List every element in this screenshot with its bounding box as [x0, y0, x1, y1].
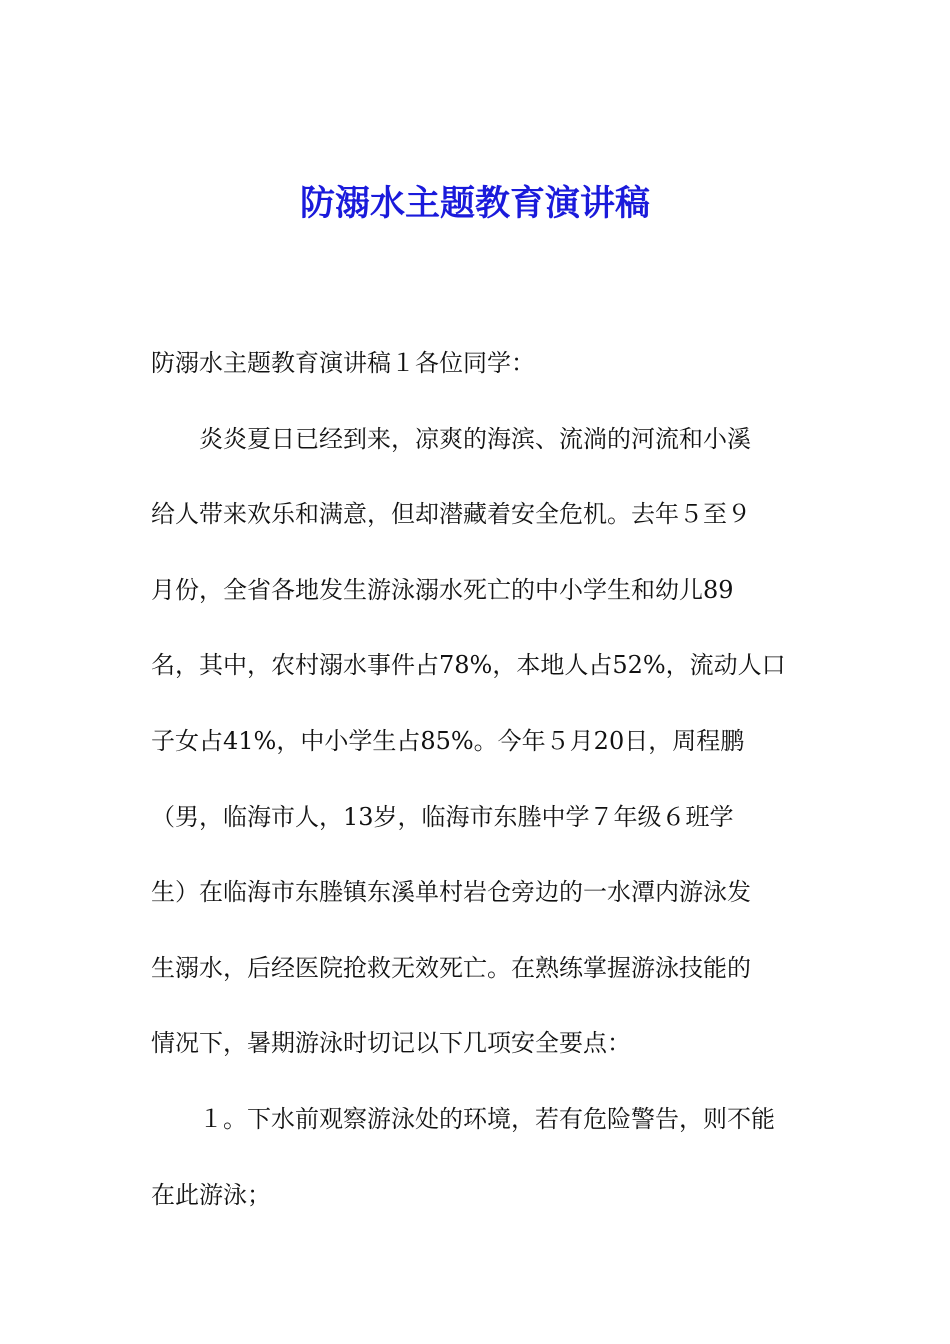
text-line: 炎炎夏日已经到来，凉爽的海滨、流淌的河流和小溪 [199, 424, 751, 453]
text-line: 给人带来欢乐和满意，但却潜藏着安全危机。去年５至９ [151, 500, 751, 529]
text-line: 子女占41%，中小学生占85%。今年５月20日，周程鹏 [151, 726, 745, 755]
text-line: 防溺水主题教育演讲稿１各位同学： [151, 349, 535, 377]
intro-paragraph [151, 402, 811, 1082]
document-title: 防溺水主题教育演讲稿 [299, 183, 650, 224]
text-line: 情况下，暑期游泳时切记以下几项安全要点： [151, 1029, 631, 1058]
text-line: 生溺水，后经医院抢救无效死亡。在熟练掌握游泳技能的 [151, 953, 751, 982]
text-line: （男，临海市人，13岁，临海市东塍中学７年级６班学 [151, 802, 734, 831]
text-line: 名，其中，农村溺水事件占78%，本地人占52%，流动人口 [151, 651, 786, 680]
text-line: 在此游泳； [151, 1180, 271, 1209]
text-line: １。下水前观察游泳处的环境，若有危险警告，则不能 [199, 1104, 775, 1133]
text-line: 月份，全省各地发生游泳溺水死亡的中小学生和幼儿89 [151, 575, 734, 604]
text-line: 生）在临海市东塍镇东溪单村岩仓旁边的一水潭内游泳发 [151, 878, 751, 907]
document-body [151, 326, 811, 1233]
safety-point-1-paragraph [151, 1082, 811, 1233]
salutation-paragraph [151, 326, 811, 402]
